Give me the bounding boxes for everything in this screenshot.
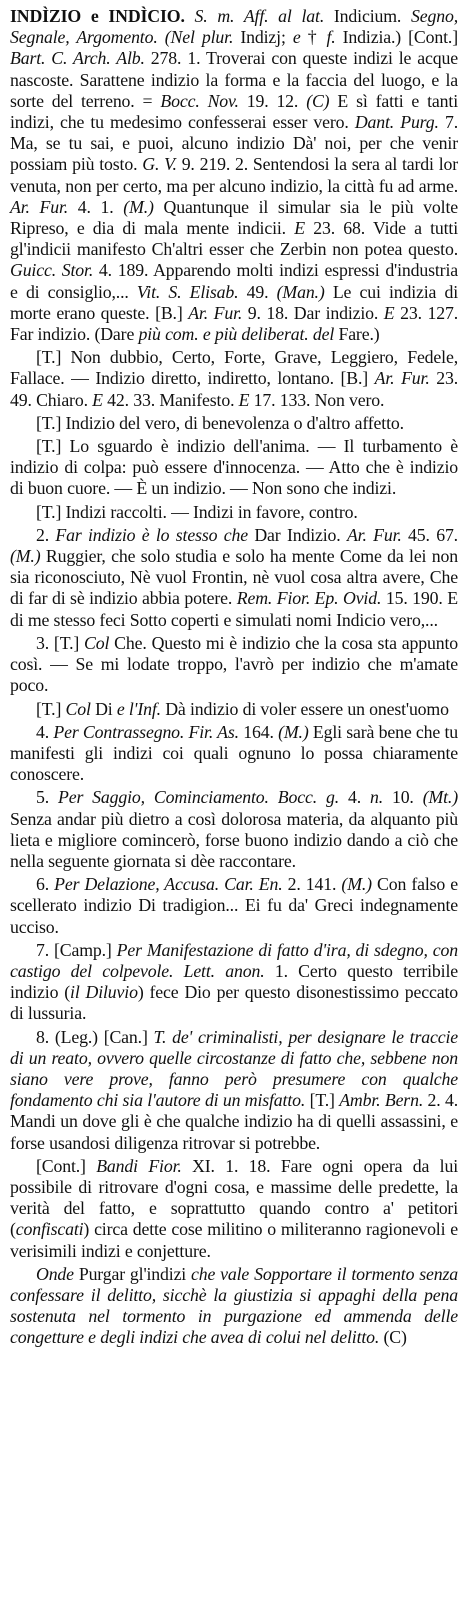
text-segment: Purgar gl'indizi xyxy=(73,1263,192,1284)
italic-segment: e xyxy=(292,27,301,48)
text-segment: 8. (Leg.) [Can.] xyxy=(36,1026,154,1047)
italic-segment: (M.) xyxy=(278,721,309,742)
text-segment: Con falso e scellerato indizio Di tradigion... Ei fu da' Greci indegnamente ucciso. xyxy=(10,874,458,937)
italic-segment: più com. e più deliberat. del xyxy=(138,324,335,345)
italic-segment: T. de' criminalisti, per designare le traccie di un reato, ovvero quelle circostanze di fatto che, sebbene non siano vere prove, fanno però presumere con qualche fondamento chi sia l'autore di un misfatto. xyxy=(10,1026,458,1111)
text-segment: ) fece Dio per questo disonestissimo peccato di lussuria. xyxy=(10,982,458,1024)
entry-paragraph xyxy=(10,1264,458,1349)
text-segment: 278. 1. Troverai con queste indizi le acque nascoste. Sarattene indizio la forma e la faccia del luogo, e la sorte del terreno. = xyxy=(10,48,458,111)
italic-segment: (M.) xyxy=(341,874,372,895)
text-segment: † xyxy=(300,27,327,48)
text-segment: Quantunque il simular sia le più volte Ripreso, e dia di mala mente indicii. xyxy=(10,196,458,239)
text-segment: 5. xyxy=(36,787,58,808)
italic-segment: G. V. xyxy=(142,154,177,175)
entry-paragraph xyxy=(10,6,458,345)
italic-segment: (M.) xyxy=(10,546,41,567)
dictionary-entry xyxy=(10,6,458,1349)
text-segment: 15. 190. E di me stesso feci Sotto coperti e simulati nomi Indicio vero,... xyxy=(10,588,458,630)
entry-paragraph xyxy=(10,874,458,938)
text-segment: 2. 141. xyxy=(282,874,342,895)
italic-segment: Dant. Purg. xyxy=(354,112,439,133)
italic-segment: Bandi Fior. xyxy=(96,1155,182,1176)
text-segment: 6. xyxy=(36,874,55,895)
italic-segment: Onde xyxy=(36,1263,74,1284)
text-segment: Egli sarà bene che tu manifesti gli indizi coi quali ognuno lo possa chiaramente conoscere. xyxy=(10,721,458,785)
text-segment: [T.] Indizio del vero, di benevolenza o d'altro affetto. xyxy=(36,412,404,433)
italic-segment: Per Delazione, Accusa. Car. En. xyxy=(54,874,283,895)
text-segment: 2. 4. Mandi un dove gli è che qualche indizio ha di quelli assassini, e forse usandosi diligenza ritrovar si potrebbe. xyxy=(10,1090,459,1153)
text-segment: Fare.) xyxy=(334,324,380,345)
text-segment: [Cont.] xyxy=(36,1155,97,1176)
text-segment: ) circa dette cose militino o militeranno ragionevoli e verisimili indizi e conjetture. xyxy=(10,1219,458,1261)
italic-segment: Far indizio è lo stesso che xyxy=(55,524,248,545)
italic-segment: Per Saggio, Cominciamento. Bocc. g. xyxy=(57,787,340,808)
entry-paragraph xyxy=(10,722,458,786)
text-segment: Indizia.) [Cont.] xyxy=(335,27,458,48)
text-segment: 9. 219. 2. Sentendosi la sera al tardi lor venuta, non per certo, ma per alcuno indizio, la città fu ad arme. xyxy=(10,154,458,196)
text-segment: Indicium. xyxy=(324,6,411,26)
text-segment: Di xyxy=(90,698,117,719)
italic-segment: S. m. Aff. al lat. xyxy=(194,6,325,26)
text-segment: Indizj; xyxy=(233,27,293,48)
italic-segment: Bart. C. Arch. Alb. xyxy=(10,48,145,69)
italic-segment: (M.) xyxy=(123,196,154,217)
italic-segment: E xyxy=(238,389,250,410)
italic-segment: Per Contrassegno. Fir. As. xyxy=(53,721,239,742)
italic-segment: f. xyxy=(326,27,336,48)
text-segment: [T.] Indizi raccolti. — Indizi in favore, contro. xyxy=(36,501,358,522)
text-segment: 4. 1. xyxy=(68,196,124,217)
text-segment: 3. [T.] xyxy=(36,632,85,653)
text-segment xyxy=(185,6,195,26)
text-segment: 17. 133. Non vero. xyxy=(249,389,385,410)
text-segment: 1. Certo questo terribile indizio ( xyxy=(10,960,458,1003)
italic-segment: Segno, Segnale, Argomento. (Nel plur. xyxy=(10,6,458,48)
text-segment: 49. xyxy=(238,281,277,302)
text-segment: Le cui indizia di morte erano queste. [B.] xyxy=(10,281,459,323)
text-segment: 164. xyxy=(238,721,279,742)
text-segment: 7. [Camp.] xyxy=(36,939,117,960)
text-segment: 45. 67. xyxy=(401,524,458,545)
text-segment: Dà indizio di voler essere un onest'uomo xyxy=(160,698,449,719)
italic-segment: (Man.) xyxy=(276,281,325,302)
text-segment: XI. 1. 18. Fare ogni opera da lui possibile di ritrovare d'ogni cosa, e massime delle predette, la verità del fatto, e soprattutto quando contro a' petitori ( xyxy=(10,1155,458,1240)
text-segment: 42. 33. Manifesto. xyxy=(102,389,239,410)
text-segment: 9. 18. Dar indizio. xyxy=(242,302,384,323)
text-segment: (C) xyxy=(379,1327,407,1348)
italic-segment: e l'Inf. xyxy=(116,698,161,719)
italic-segment: Rem. Fior. Ep. Ovid. xyxy=(236,588,382,609)
italic-segment: Vit. S. Elisab. xyxy=(136,281,239,302)
text-segment: Che. Questo mi è indizio che la cosa sta appunto così. — Se mi lodate troppo, l'avrò per indizio che m'amate poco. xyxy=(10,632,458,696)
entry-paragraph xyxy=(10,1156,458,1262)
italic-segment: Ar. Fur. xyxy=(374,368,430,389)
italic-segment: Col xyxy=(84,632,110,653)
italic-segment: che vale Sopportare il tormento senza confessare il delitto, sicchè la giustizia si appaghi della pena sostenuta nel tormento in purgazione ed ammenda delle congetture e degli indizi che avea di colui nel delitto. xyxy=(10,1263,459,1348)
italic-segment: (C) xyxy=(306,90,330,111)
text-segment: 23. 68. Vide a tutti gl'indicii manifesto Ch'altri esser che Zerbin non potea questo. xyxy=(10,218,458,260)
text-segment: 4. 189. Apparendo molti indizi espressi d'industria e di consiglio,... xyxy=(10,260,458,302)
text-segment: Ruggier, che solo studia e solo ha mente Come da lei non sia riconosciuto, Nè vuol Frontin, nè vuol cosa altra avere, Che di far di sè indizio abbia potere. xyxy=(10,546,458,609)
text-segment: Dar Indizio. xyxy=(247,524,347,545)
italic-segment: n. xyxy=(369,787,383,808)
italic-segment: Ar. Fur. xyxy=(346,524,402,545)
italic-segment: Ambr. Bern. xyxy=(339,1090,424,1111)
text-segment: 4. xyxy=(339,787,370,808)
text-segment: 19. 12. xyxy=(238,90,307,111)
entry-paragraph xyxy=(10,436,458,500)
text-segment: 2. xyxy=(36,524,56,545)
entry-paragraph xyxy=(10,1027,458,1154)
italic-segment: Ar. Fur. xyxy=(10,196,69,217)
italic-segment: Bocc. Nov. xyxy=(160,90,239,111)
italic-segment: (Mt.) xyxy=(422,787,458,808)
headword: INDÌZIO e INDÌCIO. xyxy=(10,6,185,26)
text-segment: 7. Ma, se tu sai, e puoi, alcuno indizio Dà' noi, per che venir possiam più tosto. xyxy=(10,112,458,175)
text-segment: [T.] xyxy=(36,698,66,719)
text-segment: 23. 49. Chiaro. xyxy=(10,368,458,410)
text-segment: [T.] Non dubbio, Certo, Forte, Grave, Leggiero, Fedele, Fallace. — Indizio diretto, indiretto, lontano. [B.] xyxy=(10,347,458,389)
text-segment: 23. 127. Far indizio. (Dare xyxy=(10,302,458,345)
entry-paragraph xyxy=(10,502,458,523)
italic-segment: E xyxy=(294,218,305,239)
text-segment: 4. xyxy=(36,721,54,742)
italic-segment: Per Manifestazione di fatto d'ira, di sdegno, con castigo del colpevole. Lett. anon. xyxy=(10,939,458,981)
italic-segment: Ar. Fur. xyxy=(188,302,243,323)
italic-segment: Col xyxy=(65,698,91,719)
entry-paragraph xyxy=(10,347,458,411)
italic-segment: E xyxy=(92,389,103,410)
text-segment: E sì fatti e tanti indizi, che tu medesimo confesserai esser vero. xyxy=(10,90,458,133)
text-segment: [T.] xyxy=(305,1090,340,1111)
entry-paragraph xyxy=(10,787,458,872)
text-segment: Senza andar più dietro a così dolorosa materia, da alquanto più lieta e migliore comincerò, forse buono indizio dando a ciò che nella seguente giornata si dèe raccontare. xyxy=(10,808,458,871)
entry-paragraph xyxy=(10,699,458,720)
text-segment: 10. xyxy=(383,787,423,808)
italic-segment: Guicc. Stor. xyxy=(10,260,94,281)
entry-paragraph xyxy=(10,940,458,1025)
text-segment: [T.] Lo sguardo è indizio dell'anima. — Il turbamento è indizio di colpa: può essere d'innocenza. — Atto che è indizio di buon cuore. — È un indizio. — Non sono che indizi. xyxy=(10,436,458,499)
entry-paragraph xyxy=(10,413,458,434)
italic-segment: E xyxy=(383,302,395,323)
italic-segment: confiscati xyxy=(15,1219,84,1240)
entry-paragraph xyxy=(10,525,458,631)
entry-paragraph xyxy=(10,633,458,697)
italic-segment: il Diluvio xyxy=(70,982,138,1003)
